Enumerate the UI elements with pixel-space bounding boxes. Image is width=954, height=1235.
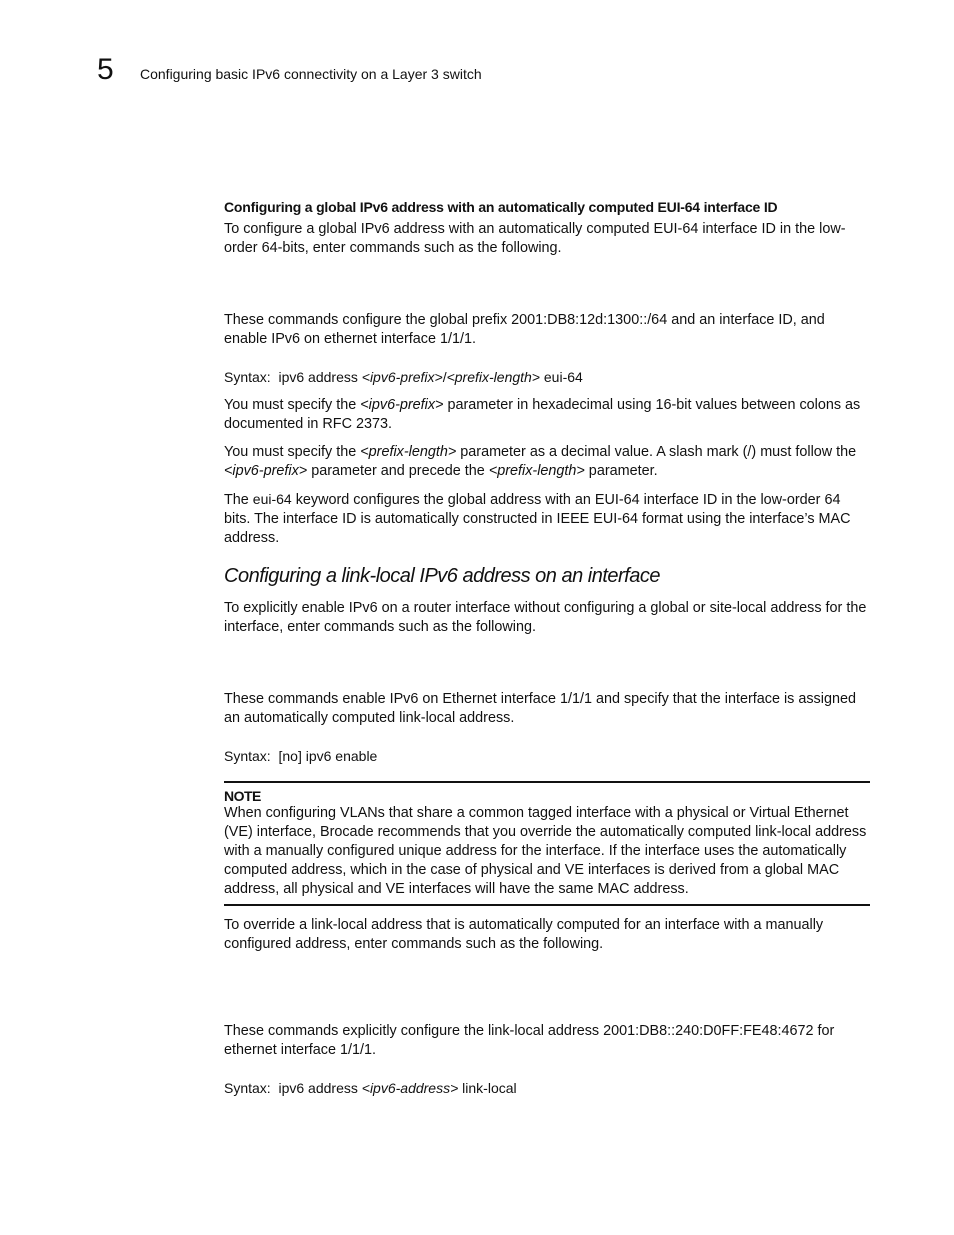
syntax-arg-ipv6-address: <ipv6-address> <box>361 1080 459 1096</box>
note-text: When configuring VLANs that share a common tagged interface with a physical or Virtual Ethernet (VE) interface, Brocade recommends that you override the automatically computed link-local address with a manually configured unique address for the interface. If the interface uses the automatically computed address, which in the case of physical and VE interfaces is derived from a global MAC address, all physical and VE interfaces will have the same MAC address. <box>224 805 867 897</box>
text-run: You must specify the <box>224 444 361 460</box>
param-prefix-length: <prefix-length> <box>488 463 585 479</box>
syntax-bracket-close: ] <box>297 748 302 764</box>
text-run: parameter and precede the <box>307 463 489 479</box>
syntax-label: Syntax: <box>224 1080 271 1096</box>
text-run: parameter in hexadecimal using 16-bit values between colons as documented in RFC 2373. <box>224 397 861 432</box>
syntax-line-link-local <box>224 1079 870 1098</box>
syntax-keyword-no: no <box>282 748 298 764</box>
text-run: parameter. <box>584 463 658 479</box>
paragraph-override-explain: These commands explicitly configure the link-local address 2001:DB8::240:D0FF:FE48:4672 for ethernet interface 1/1/1. <box>224 1023 835 1058</box>
note-box <box>224 781 870 906</box>
paragraph-ipv6-prefix-param <box>224 396 870 434</box>
param-prefix-length: <prefix-length> <box>360 444 457 460</box>
note-label: NOTE <box>224 788 261 804</box>
syntax-keyword-eui64: eui-64 <box>543 369 583 385</box>
paragraph-global-eui64-intro: To configure a global IPv6 address with an automatically computed EUI-64 interface ID in the low-order 64-bits, enter commands such as the following. <box>224 221 846 256</box>
code-example-gap <box>224 637 870 690</box>
paragraph-prefix-length-param <box>224 443 870 481</box>
paragraph-global-eui64-explain: These commands configure the global prefix 2001:DB8:12d:1300::/64 and an interface ID, and enable IPv6 on ethernet interface 1/1/1. <box>224 312 825 347</box>
paragraph-link-local-explain: These commands enable IPv6 on Ethernet interface 1/1/1 and specify that the interface is assigned an automatically computed link-local address. <box>224 691 856 726</box>
syntax-command: ipv6 address <box>278 369 358 385</box>
syntax-label: Syntax: <box>224 369 271 385</box>
keyword-eui64: eui-64 <box>252 491 292 507</box>
chapter-number: 5 <box>97 53 114 86</box>
syntax-command: ipv6 enable <box>305 748 378 764</box>
syntax-line-global-eui64 <box>224 368 870 387</box>
text-run: You must specify the <box>224 397 361 413</box>
syntax-keyword-link-local: link-local <box>462 1080 517 1096</box>
running-header-title: Configuring basic IPv6 connectivity on a Layer 3 switch <box>140 66 482 82</box>
text-run: keyword configures the global address with an EUI-64 interface ID in the low-order 64 bits. The interface ID is automatically constructed in IEEE EUI-64 format using the interface’s MAC address. <box>224 492 851 546</box>
syntax-arg-prefix-length: <prefix-length> <box>446 369 540 385</box>
text-run: The <box>224 492 253 508</box>
code-example-gap <box>224 258 870 311</box>
syntax-bracket-open: [ <box>278 748 283 764</box>
section-heading-link-local: Configuring a link-local IPv6 address on an interface <box>224 565 660 587</box>
param-ipv6-prefix: <ipv6-prefix> <box>360 397 444 413</box>
syntax-arg-ipv6-prefix: <ipv6-prefix> <box>361 369 443 385</box>
param-ipv6-prefix: <ipv6-prefix> <box>224 463 308 479</box>
text-run: parameter as a decimal value. A slash mark (/) must follow the <box>456 444 857 460</box>
paragraph-override-intro: To override a link-local address that is automatically computed for an interface with a manually configured address, enter commands such as the following. <box>224 917 824 952</box>
paragraph-eui64-keyword <box>224 490 870 548</box>
syntax-command: ipv6 address <box>278 1080 358 1096</box>
syntax-label: Syntax: <box>224 748 271 764</box>
code-example-gap <box>224 954 870 1022</box>
page-body <box>224 198 870 1098</box>
syntax-separator: / <box>442 369 447 385</box>
syntax-line-ipv6-enable <box>224 747 870 766</box>
paragraph-link-local-intro: To explicitly enable IPv6 on a router interface without configuring a global or site-local address for the interface, enter commands such as the following. <box>224 600 867 635</box>
subsection-heading-global-eui64: Configuring a global IPv6 address with an automatically computed EUI-64 interface ID <box>224 199 778 215</box>
